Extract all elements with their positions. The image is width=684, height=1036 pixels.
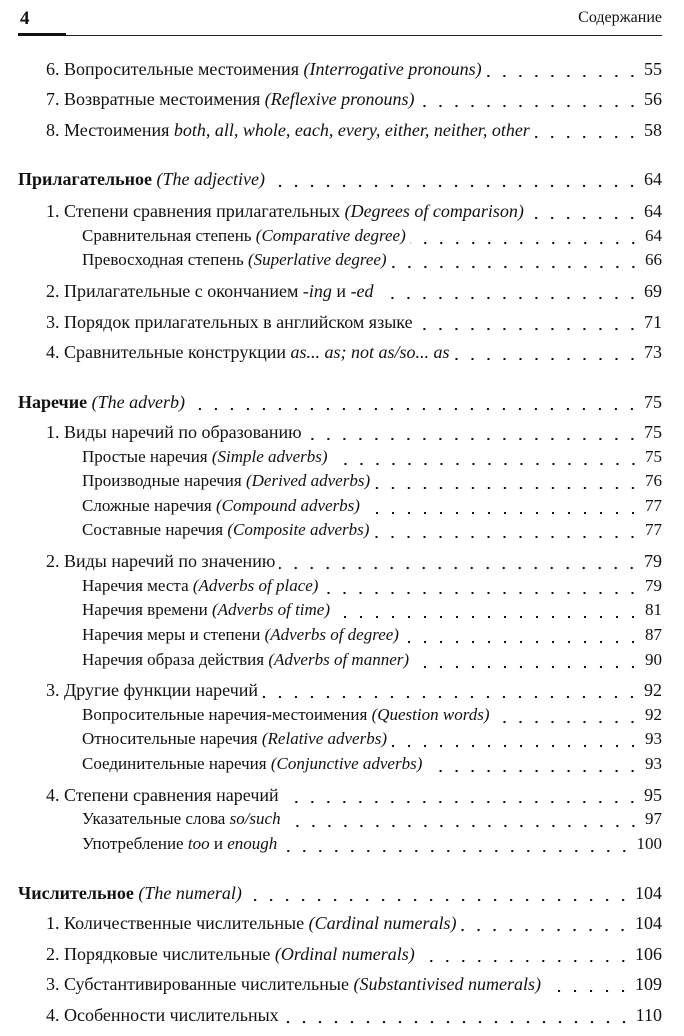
toc-entry-page: 79 xyxy=(645,576,662,595)
dot-leader xyxy=(528,216,640,220)
dot-leader xyxy=(283,1020,632,1024)
dot-leader xyxy=(283,800,640,804)
toc-entry-page: 77 xyxy=(645,520,662,539)
toc-entry-page: 109 xyxy=(635,974,662,994)
dot-leader xyxy=(269,184,640,188)
toc-title-part: Числительное xyxy=(18,883,134,903)
toc-entry-page: 69 xyxy=(644,281,662,301)
toc-entry-page: 79 xyxy=(644,551,662,571)
toc-title-part: 4. Сравнительные конструкции xyxy=(46,342,291,362)
toc-entry-title xyxy=(82,834,277,854)
toc-entry-title xyxy=(82,250,387,270)
toc-title-part: (Adverbs of degree) xyxy=(264,625,399,644)
toc-title-part: (Reflexive pronouns) xyxy=(264,89,415,109)
toc-entry xyxy=(18,1005,662,1029)
toc-entry-title xyxy=(82,754,422,774)
toc-entry xyxy=(18,913,662,937)
toc-entry-title xyxy=(46,120,530,141)
toc-title-part: 7. Возвратные местоимения xyxy=(46,89,265,109)
toc-entry-page: 66 xyxy=(645,250,662,269)
toc-title-part: Употребление xyxy=(82,834,188,853)
toc-entry xyxy=(18,471,662,495)
toc-title-part: Превосходная степень xyxy=(82,250,248,269)
toc-entry-title xyxy=(18,392,185,413)
toc-entry xyxy=(18,89,662,113)
toc-title-part: 2. Прилагательные с окончанием xyxy=(46,281,303,301)
toc-entry-title xyxy=(82,496,360,516)
toc-entry xyxy=(18,680,662,704)
toc-title-part: enough xyxy=(227,834,278,853)
toc-entry-title xyxy=(18,169,265,190)
toc-title-part: (Degrees of comparison) xyxy=(344,201,524,221)
toc-title-part: (Adverbs of place) xyxy=(192,576,319,595)
toc-entry-title xyxy=(46,944,415,965)
toc-title-part: Наречия меры и степени xyxy=(82,625,265,644)
toc-entry-title xyxy=(82,471,370,491)
toc-entry-page: 64 xyxy=(645,226,662,245)
dot-leader xyxy=(332,462,641,466)
toc-title-part: 3. Порядок прилагательных в английском языке xyxy=(46,312,413,332)
dot-leader xyxy=(534,135,640,139)
toc-entry-title xyxy=(46,680,258,701)
toc-entry xyxy=(18,809,662,833)
dot-leader xyxy=(417,327,640,331)
toc-entry xyxy=(18,169,662,193)
toc-entry-title xyxy=(82,729,387,749)
header-rule-accent xyxy=(18,33,66,36)
toc-entry-page: 75 xyxy=(644,392,662,412)
dot-leader xyxy=(322,591,641,595)
toc-title-part: и xyxy=(209,834,228,853)
toc-entry xyxy=(18,974,662,998)
toc-entry xyxy=(18,59,662,83)
toc-title-part: 1. Виды наречий по образованию xyxy=(46,422,302,442)
toc-title-part: -ing xyxy=(302,281,332,301)
toc-entry xyxy=(18,312,662,336)
toc-title-part: (The numeral) xyxy=(138,883,242,903)
toc-title-part: и xyxy=(331,281,351,301)
toc-entry-title xyxy=(46,89,415,110)
toc-entry xyxy=(18,705,662,729)
toc-title-part: -ed xyxy=(350,281,374,301)
toc-title-part: 1. Степени сравнения прилагательных xyxy=(46,201,345,221)
toc-entry-page: 56 xyxy=(644,89,662,109)
toc-entry xyxy=(18,422,662,446)
toc-title-part: (Adverbs of manner) xyxy=(268,650,410,669)
toc-title-part: 3. Другие функции наречий xyxy=(46,680,259,700)
toc-entry xyxy=(18,650,662,674)
toc-title-part: 6. Вопросительные местоимения xyxy=(46,59,304,79)
toc-entry xyxy=(18,447,662,471)
toc-entry xyxy=(18,250,662,274)
dot-leader xyxy=(460,928,631,932)
toc-title-part: Наречия места xyxy=(82,576,193,595)
dot-leader xyxy=(545,989,631,993)
toc-title-part: Вопросительные наречия-местоимения xyxy=(82,705,372,724)
toc-title-part: Относительные наречия xyxy=(82,729,262,748)
toc-entry xyxy=(18,785,662,809)
running-title: Содержание xyxy=(578,9,662,26)
toc-entry-page: 58 xyxy=(644,120,662,140)
toc-title-part: 2. Виды наречий по значению xyxy=(46,551,276,571)
dot-leader xyxy=(189,407,640,411)
toc-entry-page: 75 xyxy=(644,422,662,442)
dot-leader xyxy=(334,615,641,619)
toc-title-part: (Ordinal numerals) xyxy=(274,944,415,964)
toc-title-part: (Cardinal numerals) xyxy=(308,913,457,933)
toc-entry-title xyxy=(82,520,369,540)
toc-entry-title xyxy=(82,809,281,829)
dot-leader xyxy=(410,241,641,245)
toc-title-part: Сравнительная степень xyxy=(82,226,256,245)
toc-title-part: (Conjunctive adverbs) xyxy=(270,754,423,773)
toc-title-part: 4. Особенности числительных xyxy=(46,1005,279,1025)
toc-title-part: Наречия образа действия xyxy=(82,650,269,669)
toc-entry-title xyxy=(46,785,279,806)
toc-entry-page: 106 xyxy=(635,944,662,964)
toc-entry-page: 97 xyxy=(645,809,662,828)
toc-entry-title xyxy=(46,312,413,333)
toc-entry xyxy=(18,576,662,600)
toc-entry-page: 76 xyxy=(645,471,662,490)
dot-leader xyxy=(364,511,641,515)
toc-entry xyxy=(18,496,662,520)
toc-entry xyxy=(18,883,662,907)
toc-entry-page: 90 xyxy=(645,650,662,669)
toc-entry-title xyxy=(46,342,450,363)
toc-entry-title xyxy=(82,447,328,467)
toc-title-part: (Question words) xyxy=(371,705,490,724)
toc-entry-page: 92 xyxy=(645,705,662,724)
page-header xyxy=(18,6,662,36)
toc-entry-page: 95 xyxy=(644,785,662,805)
dot-leader xyxy=(391,265,641,269)
toc-entry-title xyxy=(82,650,409,670)
toc-entry xyxy=(18,551,662,575)
toc-entry xyxy=(18,392,662,416)
toc-title-part: as... as; not as/so... as xyxy=(290,342,450,362)
toc-entry-title xyxy=(82,226,406,246)
toc-title-part: (Compound adverbs) xyxy=(215,496,360,515)
toc-entry-title xyxy=(46,422,302,443)
toc-title-part: (Composite adverbs) xyxy=(227,520,370,539)
dot-leader xyxy=(285,824,641,828)
toc-entry-page: 64 xyxy=(644,169,662,189)
toc-title-part: 8. Местоимения xyxy=(46,120,174,140)
dot-leader xyxy=(246,898,631,902)
toc-title-part: Простые наречия xyxy=(82,447,212,466)
toc-entry-title xyxy=(46,201,524,222)
toc-entry-title xyxy=(18,883,242,904)
toc-entry xyxy=(18,754,662,778)
toc-entry-title xyxy=(82,705,489,725)
dot-leader xyxy=(486,74,640,78)
toc-entry-title xyxy=(82,625,399,645)
toc-title-part: (The adjective) xyxy=(156,169,265,189)
toc-title-part: 2. Порядковые числительные xyxy=(46,944,275,964)
toc-title-part: Производные наречия xyxy=(82,471,246,490)
dot-leader xyxy=(374,486,641,490)
toc-entry xyxy=(18,226,662,250)
dot-leader xyxy=(413,665,641,669)
toc-title-part: 3. Субстантивированные числительные xyxy=(46,974,354,994)
toc-entry-title xyxy=(46,974,541,995)
toc-title-part: (Comparative degree) xyxy=(255,226,406,245)
toc-entry-page: 64 xyxy=(644,201,662,221)
toc-entry-page: 92 xyxy=(644,680,662,700)
toc-entry-page: 100 xyxy=(636,834,662,853)
toc-title-part: 1. Количественные числительные xyxy=(46,913,309,933)
toc-title-part: Соединительные наречия xyxy=(82,754,271,773)
toc-title-part: so/such xyxy=(229,809,281,828)
toc-entry xyxy=(18,120,662,144)
dot-leader xyxy=(493,720,641,724)
toc-entry-title xyxy=(46,59,482,80)
dot-leader xyxy=(306,437,640,441)
toc-entry xyxy=(18,342,662,366)
dot-leader xyxy=(454,357,641,361)
toc-title-part: Сложные наречия xyxy=(82,496,216,515)
toc-entry xyxy=(18,600,662,624)
toc-title-part: 4. Степени сравнения наречий xyxy=(46,785,279,805)
toc-entry-page: 81 xyxy=(645,600,662,619)
dot-leader xyxy=(373,535,641,539)
toc-title-part: Указательные слова xyxy=(82,809,230,828)
toc-entry-title xyxy=(82,576,318,596)
toc-title-part: Наречие xyxy=(18,392,88,412)
toc-entry-page: 55 xyxy=(644,59,662,79)
toc-title-part: (Relative adverbs) xyxy=(261,729,387,748)
toc-entry-title xyxy=(46,1005,279,1026)
toc-entry xyxy=(18,201,662,225)
dot-leader xyxy=(279,566,640,570)
toc-title-part: too xyxy=(187,834,210,853)
dot-leader xyxy=(426,769,641,773)
toc-entry-page: 93 xyxy=(645,729,662,748)
toc-entry-title xyxy=(46,913,456,934)
toc-entry-page: 71 xyxy=(644,312,662,332)
toc-entry-page: 75 xyxy=(645,447,662,466)
dot-leader xyxy=(281,849,632,853)
toc-entry-title xyxy=(46,551,275,572)
toc-entry-page: 73 xyxy=(644,342,662,362)
dot-leader xyxy=(403,640,641,644)
toc-title-part: (Substantivised numerals) xyxy=(353,974,541,994)
toc-title-part: (Interrogative pronouns) xyxy=(303,59,482,79)
toc-entry-page: 104 xyxy=(635,883,662,903)
toc-title-part: (Derived adverbs) xyxy=(245,471,371,490)
toc-title-part: (Simple adverbs) xyxy=(211,447,328,466)
toc-entry-page: 93 xyxy=(645,754,662,773)
dot-leader xyxy=(419,959,631,963)
toc-title-part: Составные наречия xyxy=(82,520,228,539)
toc-entry xyxy=(18,520,662,544)
toc-title-part: (Adverbs of time) xyxy=(211,600,331,619)
toc-entry-title xyxy=(82,600,330,620)
toc-title-part: (Superlative degree) xyxy=(247,250,387,269)
toc-title-part: both, all, whole, each, every, either, neither, other xyxy=(173,120,530,140)
page-number: 4 xyxy=(20,8,30,29)
toc-entry-page: 87 xyxy=(645,625,662,644)
toc-entry-page: 104 xyxy=(635,913,662,933)
toc-entry-title xyxy=(46,281,374,302)
toc-entry-page: 77 xyxy=(645,496,662,515)
toc-entry xyxy=(18,944,662,968)
dot-leader xyxy=(262,695,640,699)
header-rule xyxy=(18,35,662,36)
toc-entry xyxy=(18,834,662,858)
toc-title-part: (The adverb) xyxy=(91,392,186,412)
dot-leader xyxy=(378,296,640,300)
toc-entry-page: 110 xyxy=(635,1005,662,1025)
toc-entry xyxy=(18,281,662,305)
toc-title-part: Прилагательное xyxy=(18,169,152,189)
toc-title-part: Наречия времени xyxy=(82,600,212,619)
toc-entry xyxy=(18,729,662,753)
dot-leader xyxy=(391,744,641,748)
toc-entry xyxy=(18,625,662,649)
dot-leader xyxy=(419,104,640,108)
